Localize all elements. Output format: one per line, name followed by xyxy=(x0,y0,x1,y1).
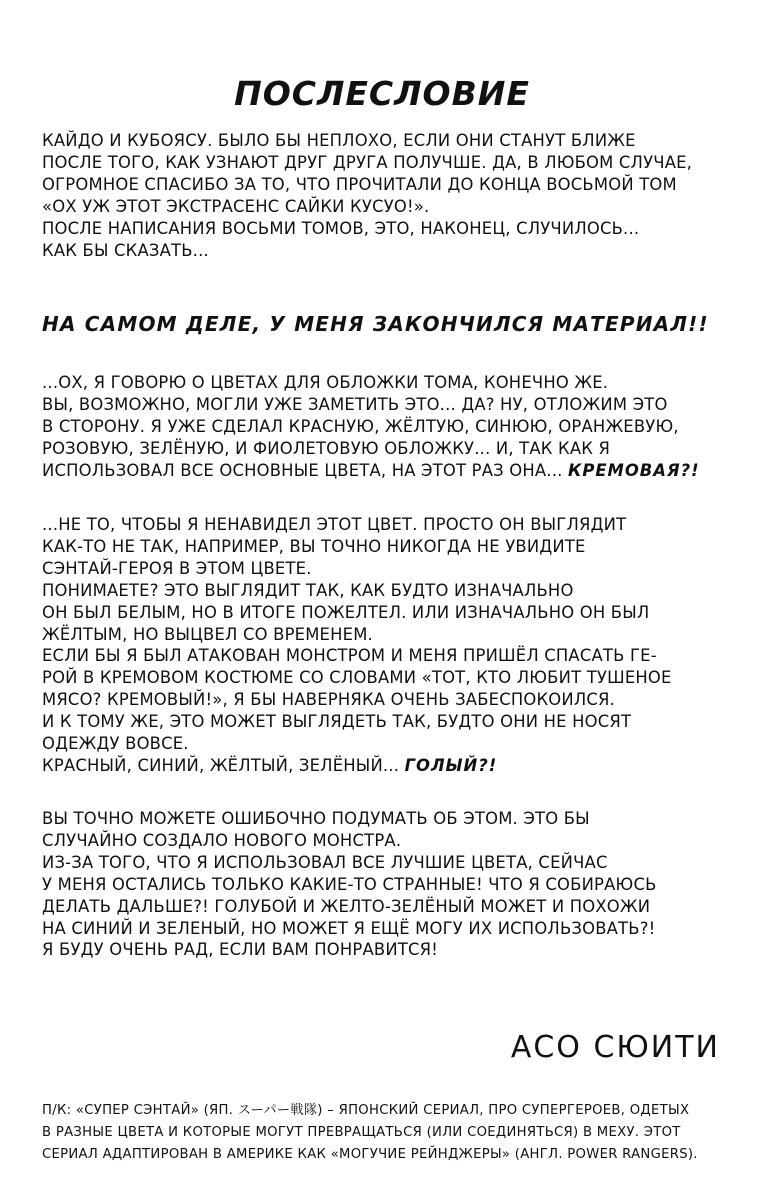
text-line: НА СИНИЙ И ЗЕЛЕНЫЙ, НО МОЖЕТ Я ЕЩЁ МОГУ ИХ ИСПОЛЬЗОВАТЬ?! xyxy=(42,918,656,938)
footnote-line: П/К: «СУПЕР СЭНТАЙ» (ЯП. スーパー戦隊) – ЯПОНСКИЙ СЕРИАЛ, ПРО СУПЕРГЕРОЕВ, ОДЕТЫХ xyxy=(42,1103,690,1118)
text-line: КАК-ТО НЕ ТАК, НАПРИМЕР, ВЫ ТОЧНО НИКОГДА НЕ УВИДИТЕ xyxy=(42,536,586,556)
text-line: ПОСЛЕ ТОГО, КАК УЗНАЮТ ДРУГ ДРУГА ПОЛУЧШЕ. ДА, В ЛЮБОМ СЛУЧАЕ, xyxy=(42,152,693,172)
text-line: КАК БЫ СКАЗАТЬ... xyxy=(42,240,209,260)
paragraph-cream-color xyxy=(42,514,732,777)
text-line: Я БУДУ ОЧЕНЬ РАД, ЕСЛИ ВАМ ПОНРАВИТСЯ! xyxy=(42,940,439,960)
text-line: МЯСО? КРЕМОВЫЙ!», Я БЫ НАВЕРНЯКА ОЧЕНЬ ЗАБЕСПОКОИЛСЯ. xyxy=(42,690,616,710)
text-line: ЖЁЛТЫМ, НО ВЫЦВЕЛ СО ВРЕМЕНЕМ. xyxy=(42,624,373,644)
text-line: И К ТОМУ ЖЕ, ЭТО МОЖЕТ ВЫГЛЯДЕТЬ ТАК, БУДТО ОНИ НЕ НОСЯТ xyxy=(42,712,632,732)
headline: НА САМОМ ДЕЛЕ, У МЕНЯ ЗАКОНЧИЛСЯ МАТЕРИАЛ!! xyxy=(42,312,709,336)
text-line: ВЫ, ВОЗМОЖНО, МОГЛИ УЖЕ ЗАМЕТИТЬ ЭТО... ДА? НУ, ОТЛОЖИМ ЭТО xyxy=(42,394,668,414)
text-line: ОН БЫЛ БЕЛЫМ, НО В ИТОГЕ ПОЖЕЛТЕЛ. ИЛИ ИЗНАЧАЛЬНО ОН БЫЛ xyxy=(42,602,650,622)
text-line-start: КРАСНЫЙ, СИНИЙ, ЖЁЛТЫЙ, ЗЕЛЁНЫЙ... xyxy=(42,755,400,775)
text-line xyxy=(42,755,732,777)
translator-note xyxy=(42,1100,732,1166)
text-line: ПОНИМАЕТЕ? ЭТО ВЫГЛЯДИТ ТАК, КАК БУДТО ИЗНАЧАЛЬНО xyxy=(42,580,574,600)
footnote-line: В РАЗНЫЕ ЦВЕТА И КОТОРЫЕ МОГУТ ПРЕВРАЩАТЬСЯ (ИЛИ СОЕДИНЯТЬСЯ) В МЕХУ. ЭТОТ xyxy=(42,1125,681,1140)
text-line: ...НЕ ТО, ЧТОБЫ Я НЕНАВИДЕЛ ЭТОТ ЦВЕТ. ПРОСТО ОН ВЫГЛЯДИТ xyxy=(42,515,627,534)
text-line xyxy=(42,460,732,482)
footnote-line: СЕРИАЛ АДАПТИРОВАН В АМЕРИКЕ КАК «МОГУЧИЕ РЕЙНДЖЕРЫ» (АНГЛ. POWER RANGERS). xyxy=(42,1147,698,1162)
paragraph-next-colors xyxy=(42,808,732,961)
text-line: ...ОХ, Я ГОВОРЮ О ЦВЕТАХ ДЛЯ ОБЛОЖКИ ТОМА, КОНЕЧНО ЖЕ. xyxy=(42,373,609,392)
author-signature: АСО СЮИТИ xyxy=(510,1030,720,1065)
text-line: У МЕНЯ ОСТАЛИСЬ ТОЛЬКО КАКИЕ-ТО СТРАННЫЕ! ЧТО Я СОБИРАЮСЬ xyxy=(42,874,657,894)
text-line: ИЗ-ЗА ТОГО, ЧТО Я ИСПОЛЬЗОВАЛ ВСЕ ЛУЧШИЕ ЦВЕТА, СЕЙЧАС xyxy=(42,852,608,872)
text-line: ОГРОМНОЕ СПАСИБО ЗА ТО, ЧТО ПРОЧИТАЛИ ДО КОНЦА ВОСЬМОЙ ТОМ xyxy=(42,174,677,194)
text-line: СЭНТАЙ-ГЕРОЯ В ЭТОМ ЦВЕТЕ. xyxy=(42,558,312,578)
text-line: СЛУЧАЙНО СОЗДАЛО НОВОГО МОНСТРА. xyxy=(42,830,402,850)
text-line: ПОСЛЕ НАПИСАНИЯ ВОСЬМИ ТОМОВ, ЭТО, НАКОНЕЦ, СЛУЧИЛОСЬ... xyxy=(42,218,640,238)
emphasis-naked: ГОЛЫЙ?! xyxy=(404,755,498,775)
text-line-start: ИСПОЛЬЗОВАЛ ВСЕ ОСНОВНЫЕ ЦВЕТА, НА ЭТОТ РАЗ ОНА... xyxy=(42,460,563,480)
paragraph-covers xyxy=(42,372,732,482)
intro-paragraph xyxy=(42,130,732,261)
text-line: РОЙ В КРЕМОВОМ КОСТЮМЕ СО СЛОВАМИ «ТОТ, КТО ЛЮБИТ ТУШЕНОЕ xyxy=(42,668,672,688)
text-line: ЕСЛИ БЫ Я БЫЛ АТАКОВАН МОНСТРОМ И МЕНЯ ПРИШЁЛ СПАСАТЬ ГЕ- xyxy=(42,646,657,666)
page-title: ПОСЛЕСЛОВИЕ xyxy=(234,74,530,113)
text-line: КАЙДО И КУБОЯСУ. БЫЛО БЫ НЕПЛОХО, ЕСЛИ ОНИ СТАНУТ БЛИЖЕ xyxy=(42,131,636,150)
emphasis-cream: КРЕМОВАЯ?! xyxy=(567,460,700,480)
text-line: ВЫ ТОЧНО МОЖЕТЕ ОШИБОЧНО ПОДУМАТЬ ОБ ЭТОМ. ЭТО БЫ xyxy=(42,809,590,828)
text-line: ДЕЛАТЬ ДАЛЬШЕ?! ГОЛУБОЙ И ЖЕЛТО-ЗЕЛЁНЫЙ МОЖЕТ И ПОХОЖИ xyxy=(42,896,651,916)
text-line: В СТОРОНУ. Я УЖЕ СДЕЛАЛ КРАСНУЮ, ЖЁЛТУЮ, СИНЮЮ, ОРАНЖЕВУЮ, xyxy=(42,416,679,436)
text-line: РОЗОВУЮ, ЗЕЛЁНУЮ, И ФИОЛЕТОВУЮ ОБЛОЖКУ... И, ТАК КАК Я xyxy=(42,438,611,458)
text-line: ОДЕЖДУ ВОВСЕ. xyxy=(42,734,189,754)
text-line: «ОХ УЖ ЭТОТ ЭКСТРАСЕНС САЙКИ КУСУО!». xyxy=(42,196,430,216)
